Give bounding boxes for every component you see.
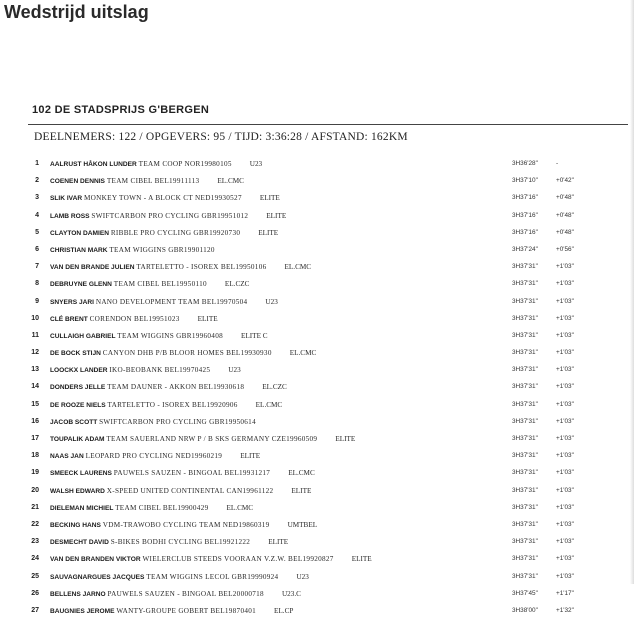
rider-name: DIELEMAN MICHIEL [50, 504, 114, 512]
finish-time: 3H38'00" [512, 606, 538, 614]
result-position: 10 [31, 314, 39, 322]
result-position: 20 [31, 486, 39, 494]
time-gap: +1'03" [556, 452, 574, 460]
result-rider-line [50, 504, 253, 512]
rider-category: EL.CMC [217, 177, 244, 186]
result-position: 17 [31, 435, 39, 442]
result-position: 2 [35, 177, 39, 185]
result-row [0, 277, 634, 294]
result-rider-line [50, 212, 286, 220]
finish-time: 3H37'31" [512, 555, 538, 563]
result-rider-line [50, 452, 260, 460]
rider-name: DONDERS JELLE [50, 384, 106, 392]
result-row [0, 535, 634, 552]
result-rider-line [50, 401, 282, 409]
time-gap: +0'56" [556, 245, 574, 253]
race-summary: DEELNEMERS: 122 / OPGEVERS: 95 / TIJD: 3:36:28 / AFSTAND: 162KM [34, 131, 408, 143]
result-row [0, 432, 634, 449]
finish-time: 3H37'31" [512, 503, 538, 511]
result-position: 23 [31, 538, 39, 546]
result-row [0, 380, 634, 397]
result-row [0, 346, 634, 363]
rider-category: ELITE C [241, 331, 268, 340]
team-name: S-BIKES BODHI CYCLING BEL19921222 [110, 538, 251, 547]
result-rider-line [50, 487, 311, 495]
result-row [0, 501, 634, 518]
result-rider-line [50, 555, 372, 563]
time-gap: +1'03" [556, 314, 574, 322]
rider-category: U23.C [281, 589, 301, 598]
finish-time: 3H37'31" [512, 452, 538, 460]
result-position: 22 [31, 520, 39, 528]
rider-name: NAAS JAN [50, 453, 84, 461]
rider-name: DEBRUYNE GLENN [50, 281, 112, 289]
result-row [0, 226, 634, 243]
result-position: 8 [35, 280, 39, 288]
time-gap: +1'03" [556, 520, 574, 528]
result-position: 26 [31, 589, 39, 597]
rider-name: DESMECHT DAVID [50, 539, 109, 547]
rider-category: U23 [265, 297, 278, 306]
team-name: TEAM CIBEL BEL19900429 [115, 503, 209, 512]
team-name: TEAM WIGGINS GBR19960408 [117, 331, 223, 340]
result-row [0, 191, 634, 208]
rider-name: DE ROOZE NIELS [50, 401, 106, 409]
result-rider-line [50, 469, 315, 477]
result-rider-line [50, 194, 280, 202]
result-row [0, 466, 634, 483]
rider-category: EL.CMC [255, 400, 283, 409]
result-row [0, 243, 634, 260]
team-name: TEAM CIBEL BEL19950110 [113, 280, 207, 289]
result-position: 14 [31, 383, 39, 391]
result-rider-line [50, 246, 233, 254]
time-gap: +1'03" [556, 572, 574, 580]
rider-name: JACOB SCOTT [50, 418, 98, 426]
finish-time: 3H37'31" [512, 331, 538, 339]
result-position: 5 [35, 228, 39, 236]
divider [28, 124, 628, 125]
result-row [0, 587, 634, 604]
result-rider-line [50, 177, 244, 185]
result-rider-line [50, 349, 316, 357]
finish-time: 3H37'31" [512, 366, 538, 374]
rider-name: CULLAIGH GABRIEL [50, 332, 116, 340]
result-position: 27 [31, 606, 39, 614]
finish-time: 3H36'28" [512, 160, 538, 167]
rider-name: COENEN DENNIS [50, 178, 105, 186]
rider-category: ELITE [266, 211, 287, 220]
finish-time: 3H37'16" [512, 211, 538, 219]
rider-category: ELITE [291, 486, 312, 495]
result-row [0, 260, 634, 277]
rider-category: ELITE [351, 555, 372, 564]
result-rider-line [50, 332, 268, 340]
result-position: 16 [31, 417, 39, 425]
result-position: 6 [35, 245, 39, 253]
time-gap: +1'03" [556, 555, 574, 563]
finish-time: 3H37'45" [512, 589, 538, 597]
result-rider-line [50, 418, 274, 426]
rider-name: BECKING HANS [50, 521, 101, 529]
result-rider-line [50, 590, 301, 598]
time-gap: +1'03" [556, 469, 574, 477]
rider-name: LOOCKX LANDER [50, 367, 108, 375]
rider-name: LAMB ROSS [50, 212, 90, 220]
rider-category: U23 [296, 572, 309, 581]
team-name: WANTY-GROUPE GOBERT BEL19870401 [116, 606, 257, 615]
team-name: PAUWELS SAUZEN - BINGOAL BEL20000718 [107, 589, 264, 598]
result-rider-line [50, 229, 278, 237]
team-name: SWIFTCARBON PRO CYCLING GBR19950614 [99, 417, 256, 426]
result-row [0, 312, 634, 329]
result-rider-line [50, 263, 311, 271]
team-name: TEAM WIGGINS LECOL GBR19990924 [146, 572, 279, 581]
result-rider-line [50, 280, 249, 288]
finish-time: 3H37'31" [512, 280, 538, 288]
result-rider-line [50, 366, 241, 374]
rider-name: AALRUST HÅKON LUNDER [50, 161, 137, 168]
team-name: NANO DEVELOPMENT TEAM BEL19970504 [95, 297, 248, 306]
rider-category: U23 [249, 160, 263, 168]
rider-category: ELITE [197, 314, 218, 323]
result-position: 25 [31, 572, 39, 580]
team-name: WIELERCLUB STEEDS VOORAAN V.Z.W. BEL19920827 [142, 555, 334, 564]
rider-name: CLÉ BRENT [50, 315, 88, 323]
result-row [0, 209, 634, 226]
team-name: IKO-BEOBANK BEL19970425 [109, 366, 211, 375]
result-position: 24 [31, 555, 39, 563]
result-row [0, 363, 634, 380]
rider-category: U23 [228, 366, 241, 375]
rider-category: ELITE [258, 228, 279, 237]
rider-category: EL.CMC [289, 349, 317, 358]
page-edge-shadow [630, 0, 634, 584]
team-name: TEAM COOP NOR19980105 [138, 160, 232, 168]
time-gap: +1'03" [556, 417, 574, 425]
result-position: 11 [31, 331, 39, 339]
rider-name: VAN DEN BRANDE JULIEN [50, 264, 135, 272]
finish-time: 3H37'31" [512, 486, 538, 494]
result-row [0, 484, 634, 501]
team-name: PAUWELS SAUZEN - BINGOAL BEL19931217 [113, 469, 271, 478]
time-gap: +1'03" [556, 297, 574, 305]
team-name: LEOPARD PRO CYCLING NED19960219 [85, 452, 223, 461]
result-position: 9 [35, 297, 39, 305]
team-name: CORENDON BEL19951023 [89, 314, 180, 323]
rider-category: ELITE [240, 452, 261, 461]
team-name: RIBBLE PRO CYCLING GBR19920730 [110, 228, 241, 237]
result-row [0, 449, 634, 466]
time-gap: +1'32" [556, 606, 574, 614]
time-gap: +1'03" [556, 331, 574, 339]
result-rider-line [50, 573, 309, 581]
result-row [0, 329, 634, 346]
team-name: TEAM WIGGINS GBR19901120 [109, 245, 215, 254]
finish-time: 3H37'31" [512, 538, 538, 546]
finish-time: 3H37'31" [512, 314, 538, 322]
finish-time: 3H37'31" [512, 263, 538, 271]
finish-time: 3H37'31" [512, 572, 538, 580]
rider-category: ELITE [335, 435, 356, 443]
rider-name: SMEECK LAURENS [50, 470, 112, 478]
result-row [0, 552, 634, 569]
rider-name: SNYERS JARI [50, 298, 94, 306]
rider-name: SAUVAGNARGUES JACQUES [50, 573, 145, 581]
result-position: 3 [35, 194, 39, 202]
time-gap: +1'03" [556, 435, 574, 442]
rider-name: DE BOCK STIJN [50, 350, 101, 358]
rider-name: WALSH EDWARD [50, 487, 105, 495]
finish-time: 3H37'10" [512, 177, 538, 185]
result-position: 13 [31, 366, 39, 374]
finish-time: 3H37'31" [512, 383, 538, 391]
rider-category: EL.CMC [226, 503, 254, 512]
time-gap: +1'03" [556, 486, 574, 494]
finish-time: 3H37'31" [512, 435, 538, 442]
rider-name: SLIK IVAR [50, 195, 83, 203]
result-position: 7 [35, 263, 39, 271]
team-name: X-SPEED UNITED CONTINENTAL CAN19961122 [106, 486, 274, 495]
rider-category: EL.CP [274, 606, 294, 615]
time-gap: +1'03" [556, 400, 574, 408]
result-rider-line [50, 607, 293, 615]
team-name: MONKEY TOWN - A BLOCK CT NED19930527 [83, 194, 242, 203]
result-rider-line [50, 383, 287, 391]
team-name: TEAM SAUERLAND NRW P / B SKS GERMANY CZE19960509 [106, 435, 318, 443]
result-position: 19 [31, 469, 39, 477]
time-gap: +0'42" [556, 177, 574, 185]
time-gap: +1'03" [556, 366, 574, 374]
rider-category: EL.CMC [284, 263, 312, 272]
result-position: 12 [31, 349, 39, 357]
rider-category: EL.CMC [288, 469, 315, 478]
rider-name: CLAYTON DAMIEN [50, 229, 109, 237]
rider-category: ELITE [268, 538, 289, 547]
time-gap: +1'03" [556, 263, 574, 271]
result-position: 15 [31, 400, 39, 408]
team-name: TARTELETTO - ISOREX BEL19950106 [136, 263, 267, 272]
time-gap: +1'03" [556, 503, 574, 511]
result-rider-line [50, 435, 355, 443]
rider-category: EL.CZC [224, 280, 250, 289]
result-row [0, 570, 634, 587]
result-row [0, 174, 634, 191]
time-gap: +1'03" [556, 280, 574, 288]
finish-time: 3H37'31" [512, 400, 538, 408]
time-gap: +1'03" [556, 383, 574, 391]
time-gap: +0'48" [556, 228, 574, 236]
rider-name: TOUPALIK ADAM [50, 436, 105, 443]
result-position: 1 [35, 160, 39, 167]
rider-name: CHRISTIAN MARK [50, 246, 108, 254]
rider-category: EL.CZC [262, 383, 287, 392]
result-rider-line [50, 160, 262, 168]
result-rider-line [50, 298, 278, 306]
rider-name: BAUGNIES JEROME [50, 607, 115, 615]
team-name: TARTELETTO - ISOREX BEL19920906 [107, 400, 238, 409]
result-rider-line [50, 521, 317, 529]
result-position: 18 [31, 452, 39, 460]
time-gap: +1'03" [556, 538, 574, 546]
page-title: Wedstrijd uitslag [4, 2, 149, 22]
result-row [0, 415, 634, 432]
team-name: TEAM DAUNER - AKKON BEL19930618 [107, 383, 245, 392]
time-gap: +1'17" [556, 589, 574, 597]
finish-time: 3H37'31" [512, 349, 538, 357]
result-row [0, 157, 634, 174]
result-position: 21 [31, 503, 39, 511]
finish-time: 3H37'16" [512, 194, 538, 202]
rider-category: ELITE [259, 194, 280, 203]
rider-category: UMTBEL [287, 520, 318, 529]
result-rider-line [50, 315, 218, 323]
finish-time: 3H37'24" [512, 245, 538, 253]
time-gap: +1'03" [556, 349, 574, 357]
result-position: 4 [35, 211, 39, 219]
team-name: SWIFTCARBON PRO CYCLING GBR19951012 [91, 211, 249, 220]
finish-time: 3H37'31" [512, 297, 538, 305]
results-list [0, 157, 634, 621]
result-row [0, 518, 634, 535]
result-row [0, 398, 634, 415]
team-name: CANYON DHB P/B BLOOR HOMES BEL19930930 [102, 349, 272, 358]
race-title: 102 DE STADSPRIJS G'BERGEN [32, 104, 210, 116]
result-row [0, 604, 634, 621]
time-gap: +0'48" [556, 211, 574, 219]
team-name: VDM-TRAWOBO CYCLING TEAM NED19860319 [102, 520, 270, 529]
time-gap: +0'48" [556, 194, 574, 202]
rider-name: BELLENS JARNO [50, 590, 106, 598]
rider-name: VAN DEN BRANDEN VIKTOR [50, 556, 141, 564]
finish-time: 3H37'31" [512, 469, 538, 477]
time-gap: - [556, 160, 559, 167]
team-name: TEAM CIBEL BEL19911113 [106, 177, 200, 186]
result-rider-line [50, 538, 288, 546]
finish-time: 3H37'31" [512, 520, 538, 528]
result-row [0, 295, 634, 312]
finish-time: 3H37'16" [512, 228, 538, 236]
finish-time: 3H37'31" [512, 417, 538, 425]
